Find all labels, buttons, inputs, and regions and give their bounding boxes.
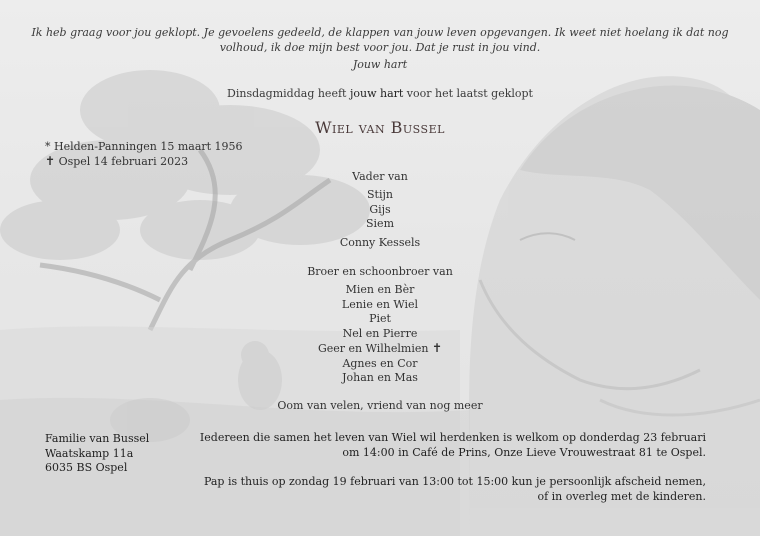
cross-icon: ✝ bbox=[431, 341, 443, 355]
ceremony-line: Iedereen die samen het leven van Wiel wil herdenken is welkom op donderdag 23 februari bbox=[199, 431, 706, 444]
list-item: Stijn bbox=[367, 188, 393, 201]
poem bbox=[0, 25, 760, 55]
list-item: Lenie en Wiel bbox=[341, 297, 419, 311]
cross-icon: ✝ bbox=[45, 154, 56, 168]
list-item: Johan en Mas bbox=[342, 371, 418, 384]
poem-line: volhoud, ik doe mijn best voor jou. Dat je rust in jou vind. bbox=[219, 41, 541, 54]
death-date: Ospel 14 februari 2023 bbox=[58, 155, 189, 168]
list-item: Piet bbox=[369, 312, 391, 325]
family-address bbox=[45, 432, 149, 476]
postal-city: 6035 BS Ospel bbox=[45, 461, 128, 474]
poem-signature: Jouw hart bbox=[352, 58, 408, 71]
visitation-line: Pap is thuis op zondag 19 februari van 13:00 tot 15:00 kun je persoonlijk afscheid nemen, bbox=[203, 475, 706, 488]
uncle-line: Oom van velen, vriend van nog meer bbox=[277, 399, 483, 412]
intro-text: voor het laatst geklopt bbox=[403, 87, 533, 100]
children-list bbox=[0, 188, 760, 232]
intro-text: Dinsdagmiddag heeft bbox=[227, 87, 350, 100]
family-name: Familie van Bussel bbox=[45, 432, 150, 445]
intro-emphasis: jouw hart bbox=[349, 87, 404, 100]
announcement-line bbox=[0, 87, 760, 100]
father-heading: Vader van bbox=[352, 170, 408, 183]
poem-line: Ik heb graag voor jou geklopt. Je gevoelens gedeeld, de klappen van jouw leven opgevangen. Ik weet niet hoelang ik dat nog bbox=[31, 26, 729, 39]
list-item: Agnes en Cor bbox=[342, 356, 418, 370]
siblings-list bbox=[0, 283, 760, 386]
visitation-info bbox=[186, 474, 706, 504]
death-date-row bbox=[45, 154, 243, 169]
life-dates bbox=[45, 140, 243, 169]
deceased-name: Wiel van Bussel bbox=[315, 118, 445, 137]
partner-name: Conny Kessels bbox=[339, 236, 421, 249]
birth-date: * Helden-Panningen 15 maart 1956 bbox=[45, 140, 243, 153]
ceremony-line: om 14:00 in Café de Prins, Onze Lieve Vrouwestraat 81 te Ospel. bbox=[342, 446, 706, 459]
list-item-text: Geer en Wilhelmien bbox=[317, 342, 429, 355]
siblings-heading: Broer en schoonbroer van bbox=[307, 265, 453, 278]
street-address: Waatskamp 11a bbox=[45, 446, 134, 460]
visitation-line: of in overleg met de kinderen. bbox=[537, 490, 706, 503]
list-item: Siem bbox=[366, 217, 394, 230]
list-item: Nel en Pierre bbox=[342, 326, 418, 340]
list-item bbox=[0, 341, 760, 357]
list-item: Gijs bbox=[369, 202, 391, 216]
ceremony-info bbox=[186, 430, 706, 460]
list-item: Mien en Bèr bbox=[345, 283, 415, 296]
